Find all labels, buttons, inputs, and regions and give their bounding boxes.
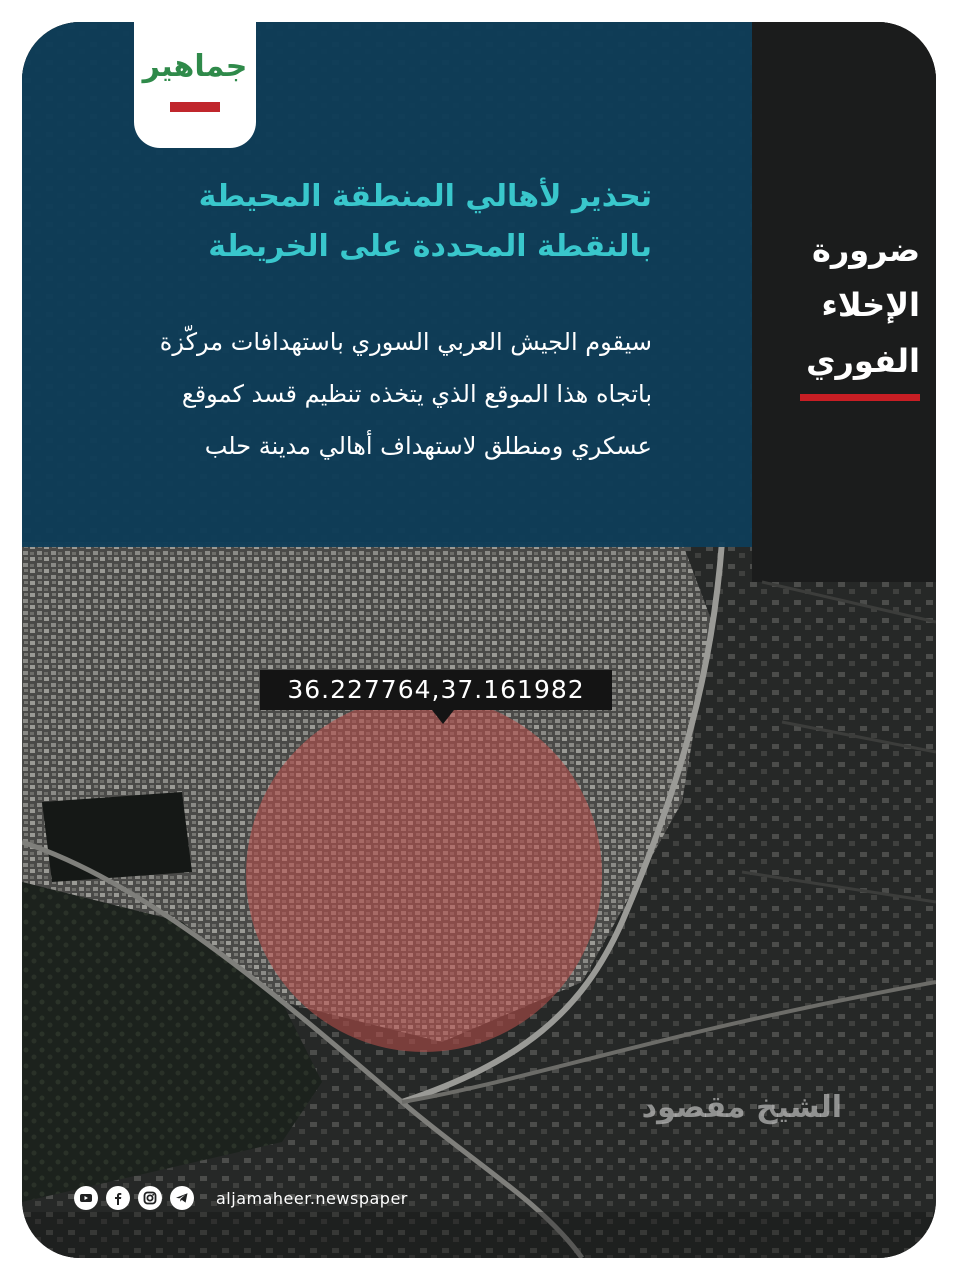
youtube-icon[interactable] bbox=[74, 1186, 98, 1210]
newspaper-logo bbox=[134, 22, 256, 148]
side-title-line-2: الإخلاء bbox=[821, 286, 920, 324]
side-title-underline bbox=[800, 394, 920, 401]
coordinates-label: 36.227764,37.161982 bbox=[260, 670, 612, 710]
instagram-icon[interactable] bbox=[138, 1186, 162, 1210]
side-title-line-3: الفوري bbox=[806, 342, 920, 380]
poster-card bbox=[22, 22, 936, 1258]
facebook-icon[interactable] bbox=[106, 1186, 130, 1210]
logo-accent bbox=[170, 102, 220, 112]
target-zone bbox=[246, 696, 602, 1052]
telegram-icon[interactable] bbox=[170, 1186, 194, 1210]
coordinates-pointer bbox=[432, 710, 454, 724]
social-bar bbox=[74, 1185, 408, 1211]
headline-line-1: تحذير لأهالي المنطقة المحيطة bbox=[198, 179, 652, 214]
social-handle[interactable]: aljamaheer.newspaper bbox=[216, 1188, 408, 1208]
headline-line-2: بالنقطة المحددة على الخريطة bbox=[208, 229, 652, 264]
logo-text: جماهير bbox=[142, 49, 248, 84]
body-line-2: باتجاه هذا الموقع الذي يتخذه تنظيم قسد كموقع bbox=[181, 380, 652, 408]
district-label: الشيخ مقصود bbox=[641, 1090, 842, 1125]
body-line-3: عسكري ومنطلق لاستهداف أهالي مدينة حلب bbox=[204, 432, 652, 460]
body-line-1: سيقوم الجيش العربي السوري باستهدافات مركّزة bbox=[159, 328, 652, 356]
side-title-line-1: ضرورة bbox=[811, 231, 920, 269]
